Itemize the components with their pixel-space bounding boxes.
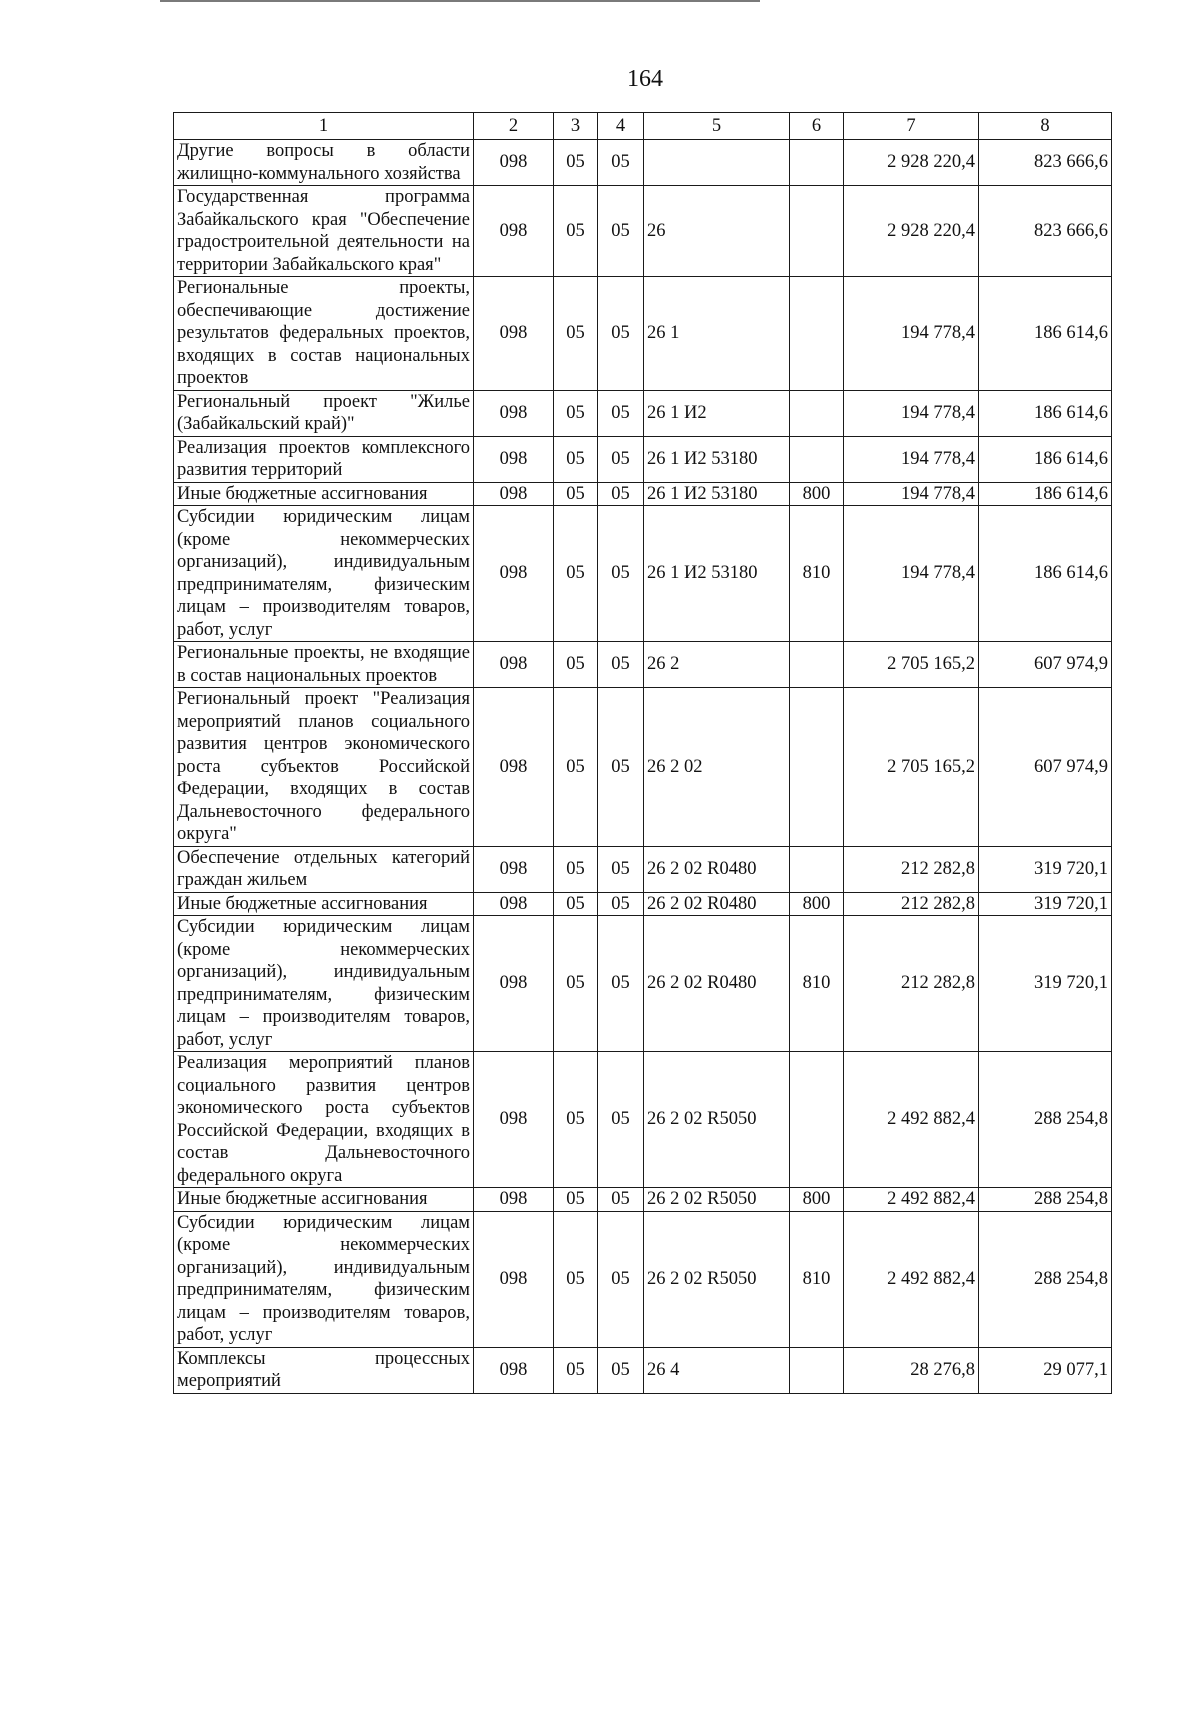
table-row (174, 1052, 1112, 1188)
subsection-code-cell: 05 (598, 846, 644, 892)
target-article-cell: 26 2 02 R5050 (644, 1211, 790, 1347)
target-article-cell: 26 1 (644, 277, 790, 391)
section-code-cell: 05 (554, 277, 598, 391)
expense-type-cell: 800 (790, 482, 844, 506)
expense-type-cell (790, 186, 844, 277)
row-name-cell: Иные бюджетные ассигнования (174, 1188, 474, 1212)
section-code-cell: 05 (554, 482, 598, 506)
table-row (174, 688, 1112, 847)
amount-year2-cell: 319 720,1 (979, 846, 1112, 892)
amount-year1-cell: 194 778,4 (844, 506, 979, 642)
amount-year2-cell: 288 254,8 (979, 1211, 1112, 1347)
amount-year1-cell: 2 492 882,4 (844, 1211, 979, 1347)
section-code-cell: 05 (554, 140, 598, 186)
ministry-code-cell: 098 (474, 277, 554, 391)
header-col-2: 2 (474, 113, 554, 140)
amount-year1-cell: 212 282,8 (844, 892, 979, 916)
ministry-code-cell: 098 (474, 642, 554, 688)
row-name-cell: Региональные проекты, не входящие в состав национальных проектов (174, 642, 474, 688)
subsection-code-cell: 05 (598, 436, 644, 482)
subsection-code-cell: 05 (598, 140, 644, 186)
header-col-6: 6 (790, 113, 844, 140)
section-code-cell: 05 (554, 186, 598, 277)
header-col-4: 4 (598, 113, 644, 140)
table-row (174, 846, 1112, 892)
subsection-code-cell: 05 (598, 892, 644, 916)
header-col-5: 5 (644, 113, 790, 140)
table-row (174, 506, 1112, 642)
ministry-code-cell: 098 (474, 846, 554, 892)
target-article-cell: 26 2 02 R0480 (644, 846, 790, 892)
row-name-cell: Субсидии юридическим лицам (кроме некоммерческих организаций), индивидуальным предпринимателям, физическим лицам – производителям товаров, работ, услуг (174, 1211, 474, 1347)
amount-year1-cell: 194 778,4 (844, 436, 979, 482)
header-col-7: 7 (844, 113, 979, 140)
table-row (174, 436, 1112, 482)
amount-year1-cell: 2 492 882,4 (844, 1188, 979, 1212)
expense-type-cell (790, 1347, 844, 1393)
amount-year1-cell: 2 705 165,2 (844, 688, 979, 847)
amount-year1-cell: 28 276,8 (844, 1347, 979, 1393)
table-row (174, 390, 1112, 436)
ministry-code-cell: 098 (474, 1052, 554, 1188)
amount-year1-cell: 2 928 220,4 (844, 186, 979, 277)
target-article-cell: 26 2 02 R0480 (644, 892, 790, 916)
header-col-1: 1 (174, 113, 474, 140)
section-code-cell: 05 (554, 688, 598, 847)
ministry-code-cell: 098 (474, 892, 554, 916)
target-article-cell: 26 2 02 R5050 (644, 1188, 790, 1212)
subsection-code-cell: 05 (598, 482, 644, 506)
amount-year2-cell: 186 614,6 (979, 482, 1112, 506)
subsection-code-cell: 05 (598, 688, 644, 847)
amount-year2-cell: 319 720,1 (979, 916, 1112, 1052)
subsection-code-cell: 05 (598, 916, 644, 1052)
amount-year1-cell: 2 928 220,4 (844, 140, 979, 186)
budget-table (173, 112, 1112, 1394)
amount-year1-cell: 2 492 882,4 (844, 1052, 979, 1188)
ministry-code-cell: 098 (474, 140, 554, 186)
amount-year2-cell: 186 614,6 (979, 506, 1112, 642)
section-code-cell: 05 (554, 892, 598, 916)
ministry-code-cell: 098 (474, 1188, 554, 1212)
subsection-code-cell: 05 (598, 277, 644, 391)
target-article-cell: 26 2 02 R5050 (644, 1052, 790, 1188)
row-name-cell: Региональный проект "Жилье (Забайкальский край)" (174, 390, 474, 436)
expense-type-cell: 810 (790, 916, 844, 1052)
expense-type-cell (790, 846, 844, 892)
target-article-cell (644, 140, 790, 186)
expense-type-cell (790, 688, 844, 847)
subsection-code-cell: 05 (598, 1211, 644, 1347)
amount-year1-cell: 212 282,8 (844, 916, 979, 1052)
ministry-code-cell: 098 (474, 186, 554, 277)
subsection-code-cell: 05 (598, 506, 644, 642)
target-article-cell: 26 (644, 186, 790, 277)
amount-year2-cell: 823 666,6 (979, 140, 1112, 186)
table-row (174, 892, 1112, 916)
ministry-code-cell: 098 (474, 482, 554, 506)
amount-year2-cell: 186 614,6 (979, 390, 1112, 436)
row-name-cell: Государственная программа Забайкальского края "Обеспечение градостроительной деятельности на территории Забайкальского края" (174, 186, 474, 277)
row-name-cell: Иные бюджетные ассигнования (174, 892, 474, 916)
section-code-cell: 05 (554, 1211, 598, 1347)
expense-type-cell (790, 1052, 844, 1188)
row-name-cell: Региональные проекты, обеспечивающие достижение результатов федеральных проектов, входящих в состав национальных проектов (174, 277, 474, 391)
table-row (174, 140, 1112, 186)
section-code-cell: 05 (554, 390, 598, 436)
amount-year2-cell: 288 254,8 (979, 1188, 1112, 1212)
target-article-cell: 26 1 И2 53180 (644, 482, 790, 506)
expense-type-cell (790, 642, 844, 688)
section-code-cell: 05 (554, 436, 598, 482)
header-col-3: 3 (554, 113, 598, 140)
ministry-code-cell: 098 (474, 1211, 554, 1347)
subsection-code-cell: 05 (598, 642, 644, 688)
page-number: 164 (627, 66, 663, 92)
expense-type-cell: 810 (790, 506, 844, 642)
ministry-code-cell: 098 (474, 506, 554, 642)
amount-year1-cell: 2 705 165,2 (844, 642, 979, 688)
expense-type-cell (790, 140, 844, 186)
row-name-cell: Другие вопросы в области жилищно-коммунального хозяйства (174, 140, 474, 186)
table-row (174, 1211, 1112, 1347)
table-row (174, 642, 1112, 688)
target-article-cell: 26 1 И2 (644, 390, 790, 436)
amount-year2-cell: 319 720,1 (979, 892, 1112, 916)
ministry-code-cell: 098 (474, 390, 554, 436)
section-code-cell: 05 (554, 642, 598, 688)
expense-type-cell: 800 (790, 892, 844, 916)
row-name-cell: Реализация мероприятий планов социального развития центров экономического роста субъектов Российской Федерации, входящих в состав Дальневосточного федерального округа (174, 1052, 474, 1188)
header-col-8: 8 (979, 113, 1112, 140)
header-row (174, 113, 1112, 140)
row-name-cell: Субсидии юридическим лицам (кроме некоммерческих организаций), индивидуальным предпринимателям, физическим лицам – производителям товаров, работ, услуг (174, 506, 474, 642)
table-row (174, 1188, 1112, 1212)
amount-year1-cell: 194 778,4 (844, 277, 979, 391)
subsection-code-cell: 05 (598, 1188, 644, 1212)
ministry-code-cell: 098 (474, 688, 554, 847)
table-row (174, 186, 1112, 277)
amount-year2-cell: 607 974,9 (979, 688, 1112, 847)
target-article-cell: 26 4 (644, 1347, 790, 1393)
row-name-cell: Комплексы процессных мероприятий (174, 1347, 474, 1393)
amount-year2-cell: 29 077,1 (979, 1347, 1112, 1393)
table-row (174, 482, 1112, 506)
row-name-cell: Субсидии юридическим лицам (кроме некоммерческих организаций), индивидуальным предпринимателям, физическим лицам – производителям товаров, работ, услуг (174, 916, 474, 1052)
amount-year1-cell: 194 778,4 (844, 482, 979, 506)
section-code-cell: 05 (554, 1188, 598, 1212)
table-row (174, 1347, 1112, 1393)
section-code-cell: 05 (554, 846, 598, 892)
subsection-code-cell: 05 (598, 186, 644, 277)
amount-year1-cell: 194 778,4 (844, 390, 979, 436)
expense-type-cell (790, 436, 844, 482)
section-code-cell: 05 (554, 1347, 598, 1393)
amount-year2-cell: 288 254,8 (979, 1052, 1112, 1188)
amount-year2-cell: 607 974,9 (979, 642, 1112, 688)
target-article-cell: 26 2 02 (644, 688, 790, 847)
amount-year2-cell: 823 666,6 (979, 186, 1112, 277)
table-body (174, 140, 1112, 1394)
section-code-cell: 05 (554, 1052, 598, 1188)
target-article-cell: 26 1 И2 53180 (644, 436, 790, 482)
ministry-code-cell: 098 (474, 916, 554, 1052)
table-row (174, 916, 1112, 1052)
expense-type-cell: 800 (790, 1188, 844, 1212)
target-article-cell: 26 1 И2 53180 (644, 506, 790, 642)
expense-type-cell: 810 (790, 1211, 844, 1347)
row-name-cell: Региональный проект "Реализация мероприятий планов социального развития центров экономического роста субъектов Российской Федерации, входящих в состав Дальневосточного федерального округа" (174, 688, 474, 847)
subsection-code-cell: 05 (598, 1052, 644, 1188)
target-article-cell: 26 2 02 R0480 (644, 916, 790, 1052)
amount-year2-cell: 186 614,6 (979, 277, 1112, 391)
scan-edge-line (160, 0, 760, 2)
table-row (174, 277, 1112, 391)
row-name-cell: Иные бюджетные ассигнования (174, 482, 474, 506)
section-code-cell: 05 (554, 506, 598, 642)
section-code-cell: 05 (554, 916, 598, 1052)
expense-type-cell (790, 390, 844, 436)
amount-year1-cell: 212 282,8 (844, 846, 979, 892)
target-article-cell: 26 2 (644, 642, 790, 688)
subsection-code-cell: 05 (598, 1347, 644, 1393)
row-name-cell: Обеспечение отдельных категорий граждан жильем (174, 846, 474, 892)
row-name-cell: Реализация проектов комплексного развития территорий (174, 436, 474, 482)
ministry-code-cell: 098 (474, 436, 554, 482)
subsection-code-cell: 05 (598, 390, 644, 436)
expense-type-cell (790, 277, 844, 391)
ministry-code-cell: 098 (474, 1347, 554, 1393)
amount-year2-cell: 186 614,6 (979, 436, 1112, 482)
